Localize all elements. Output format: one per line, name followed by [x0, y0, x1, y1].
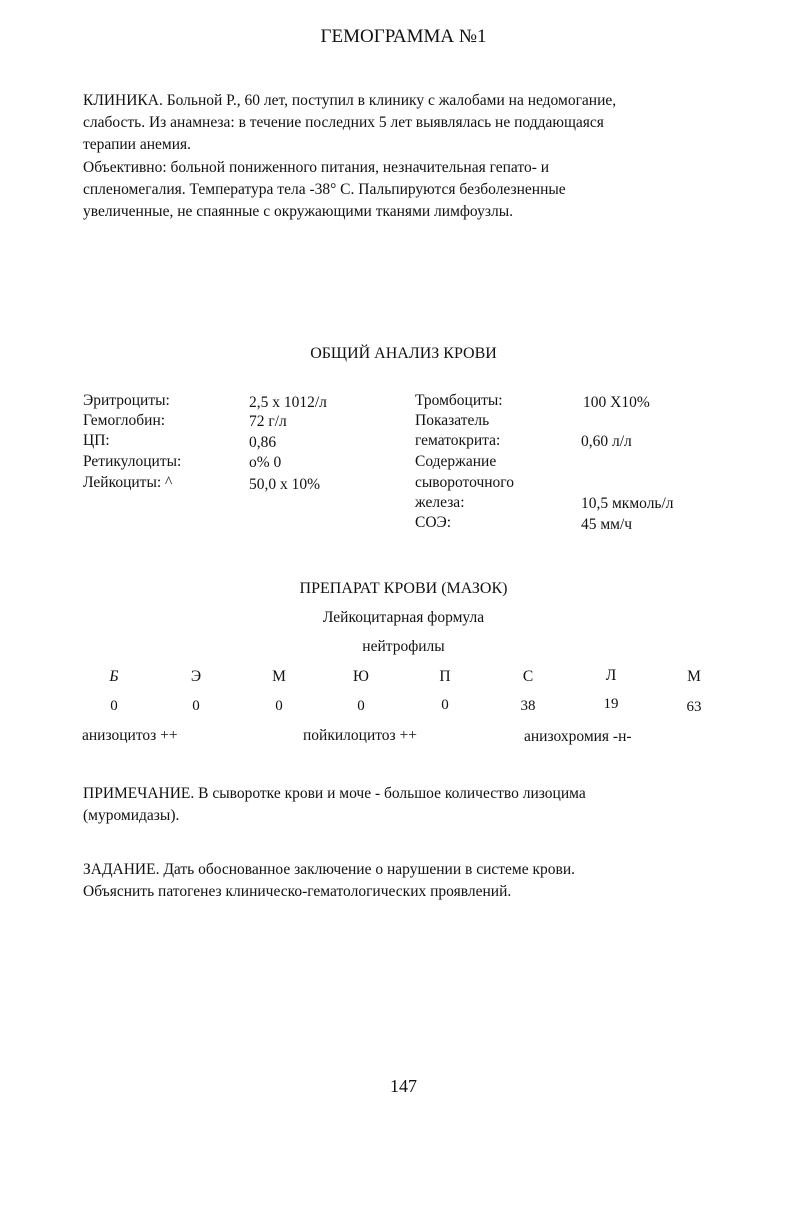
- objective-line: Объективно: больной пониженного питания, незначительная гепато- и: [83, 159, 550, 176]
- formula-header-band: П: [439, 668, 451, 685]
- erythrocytes-label: Эритроциты:: [83, 392, 170, 409]
- formula-header-segmented: С: [522, 668, 534, 685]
- leukocyte-formula-heading: Лейкоцитарная формула: [322, 609, 485, 626]
- hemoglobin-label: Гемоглобин:: [83, 412, 166, 429]
- color-index-value: 0,86: [249, 434, 277, 451]
- formula-header-eosinophils: Э: [190, 668, 202, 685]
- reticulocytes-value: о% 0: [249, 454, 282, 471]
- anisochromia-note: анизохромия -н-: [524, 728, 632, 745]
- hemoglobin-value: 72 г/л: [249, 413, 287, 430]
- formula-value-basophils: 0: [110, 698, 118, 714]
- serum-iron-label-line1: Содержание: [415, 453, 497, 470]
- formula-header-lymphocytes: Л: [605, 667, 617, 684]
- reticulocytes-label: Ретикулоциты:: [83, 453, 182, 470]
- formula-value-lymphocytes: 19: [603, 696, 619, 712]
- anisocytosis-note: анизоцитоз ++: [82, 727, 178, 744]
- formula-value-eosinophils: 0: [192, 698, 200, 714]
- leukocytes-label: Лейкоциты: ^: [83, 474, 173, 491]
- note-paragraph: [83, 783, 743, 827]
- color-index-label: ЦП:: [83, 432, 110, 449]
- hematocrit-label-line1: Показатель: [415, 412, 490, 429]
- blood-test-heading: ОБЩИЙ АНАЛИЗ КРОВИ: [310, 345, 497, 362]
- serum-iron-label-line3: железа:: [415, 494, 465, 511]
- platelets-value: 100 Х10%: [583, 394, 650, 411]
- formula-header-myelocytes: М: [272, 668, 286, 685]
- formula-value-monocytes: 63: [686, 699, 702, 715]
- task-line: Объяснить патогенез клиническо-гематологических проявлений.: [83, 883, 512, 900]
- objective-line: спленомегалия. Температура тела -38° С. Пальпируются безболезненные: [83, 181, 566, 198]
- clinic-paragraph: [83, 90, 723, 156]
- platelets-label: Тромбоциты:: [415, 392, 503, 409]
- task-paragraph: [83, 859, 743, 903]
- esr-value: 45 мм/ч: [581, 516, 633, 533]
- note-line: (муромидазы).: [83, 807, 180, 824]
- formula-header-basophils: Б: [109, 668, 119, 685]
- erythrocytes-value: 2,5 x 1012/л: [249, 394, 327, 411]
- hematocrit-label-line2: гематокрита:: [415, 432, 501, 449]
- note-line: ПРИМЕЧАНИЕ. В сыворотке крови и моче - большое количество лизоцима: [83, 785, 586, 802]
- objective-line: увеличенные, не спаянные с окружающими тканями лимфоузлы.: [83, 203, 513, 220]
- clinic-line: КЛИНИКА. Больной Р., 60 лет, поступил в клинику с жалобами на недомогание,: [83, 92, 617, 109]
- clinic-line: терапии анемия.: [83, 136, 192, 153]
- formula-value-band: 0: [441, 697, 449, 713]
- task-line: ЗАДАНИЕ. Дать обоснованное заключение о нарушении в системе крови.: [83, 861, 576, 878]
- poikilocytosis-note: пойкилоцитоз ++: [303, 727, 418, 744]
- smear-heading: ПРЕПАРАТ КРОВИ (МАЗОК): [299, 580, 508, 597]
- formula-value-myelocytes: 0: [275, 698, 283, 714]
- formula-header-monocytes: М: [687, 668, 701, 685]
- objective-paragraph: [83, 157, 723, 223]
- leukocytes-value: 50,0 x 10%: [249, 476, 321, 493]
- page-number: 147: [390, 1076, 417, 1096]
- clinic-line: слабость. Из анамнеза: в течение последних 5 лет выявлялась не поддающаяся: [83, 114, 604, 131]
- page-title: ГЕМОГРАММА №1: [320, 26, 487, 47]
- hematocrit-value: 0,60 л/л: [581, 433, 632, 450]
- formula-header-metamyelocytes: Ю: [353, 668, 369, 685]
- neutrophils-label: нейтрофилы: [362, 638, 445, 655]
- serum-iron-value: 10,5 мкмоль/л: [581, 495, 674, 512]
- serum-iron-label-line2: сывороточного: [415, 474, 515, 491]
- formula-value-metamyelocytes: 0: [357, 698, 365, 714]
- esr-label: СОЭ:: [415, 514, 452, 531]
- formula-value-segmented: 38: [520, 698, 536, 714]
